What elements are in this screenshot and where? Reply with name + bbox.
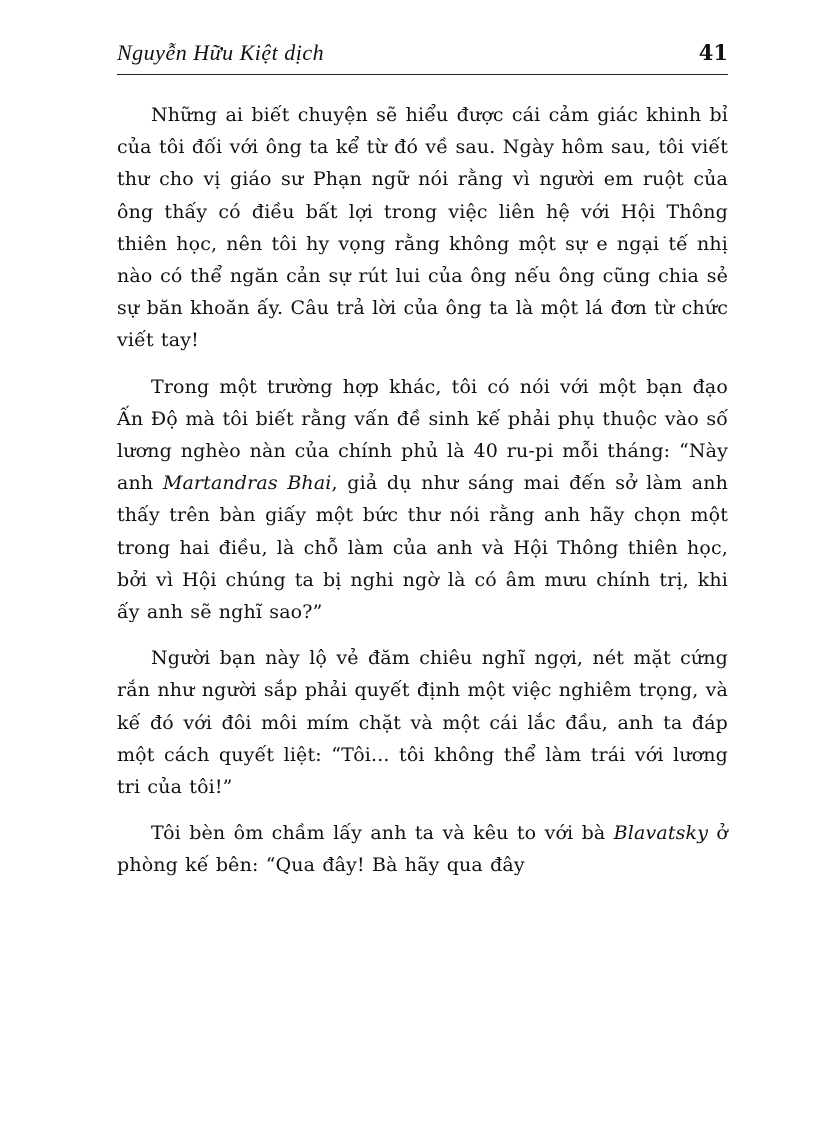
book-page bbox=[117, 40, 728, 896]
paragraph bbox=[117, 371, 728, 629]
paragraph bbox=[117, 99, 728, 357]
paragraph bbox=[117, 642, 728, 803]
paragraph-text: , giả dụ như sáng mai đến sở làm anh thấy trên bàn giấy một bức thư nói rằng anh hãy chọn một trong hai điều, là chỗ làm của anh và Hội Thông thiên học, bởi vì Hội chúng ta bị nghi ngờ là có âm mưu chính trị, khi ấy anh sẽ nghĩ sao?” bbox=[117, 472, 728, 624]
paragraph-text: ở phòng kế bên: “Qua đây! Bà hãy qua đây bbox=[117, 822, 728, 877]
running-header-author: Nguyễn Hữu Kiệt dịch bbox=[117, 40, 325, 65]
running-header bbox=[117, 40, 728, 75]
paragraph-text: Tôi bèn ôm chầm lấy anh ta và kêu to với bà bbox=[151, 822, 614, 845]
person-name-emphasis: Blavatsky bbox=[613, 822, 709, 845]
paragraph-text: Người bạn này lộ vẻ đăm chiêu nghĩ ngợi, nét mặt cứng rắn như người sắp phải quyết định một việc nghiêm trọng, và kế đó với đôi môi mím chặt và một cái lắc đầu, anh ta đáp một cách quyết liệt: “Tôi... tôi không thể làm trái với lương tri của tôi!” bbox=[117, 647, 728, 799]
paragraph bbox=[117, 817, 728, 881]
body-text bbox=[117, 99, 728, 882]
page-number: 41 bbox=[698, 40, 728, 65]
paragraph-text: Những ai biết chuyện sẽ hiểu được cái cảm giác khinh bỉ của tôi đối với ông ta kể từ đó về sau. Ngày hôm sau, tôi viết thư cho vị giáo sư Phạn ngữ nói rằng vì người em ruột của ông thấy có điều bất lợi trong việc liên hệ với Hội Thông thiên học, nên tôi hy vọng rằng không một sự e ngại tế nhị nào có thể ngăn cản sự rút lui của ông nếu ông cũng chia sẻ sự băn khoăn ấy. Câu trả lời của ông ta là một lá đơn từ chức viết tay! bbox=[117, 104, 728, 352]
person-name-emphasis: Martandras Bhai bbox=[162, 472, 332, 495]
paragraph-text: Trong một trường hợp khác, tôi có nói với một bạn đạo Ấn Độ mà tôi biết rằng vấn đề sinh kế phải phụ thuộc vào số lương nghèo nàn của chính phủ là 40 ru-pi mỗi tháng: “Này anh bbox=[117, 375, 728, 495]
